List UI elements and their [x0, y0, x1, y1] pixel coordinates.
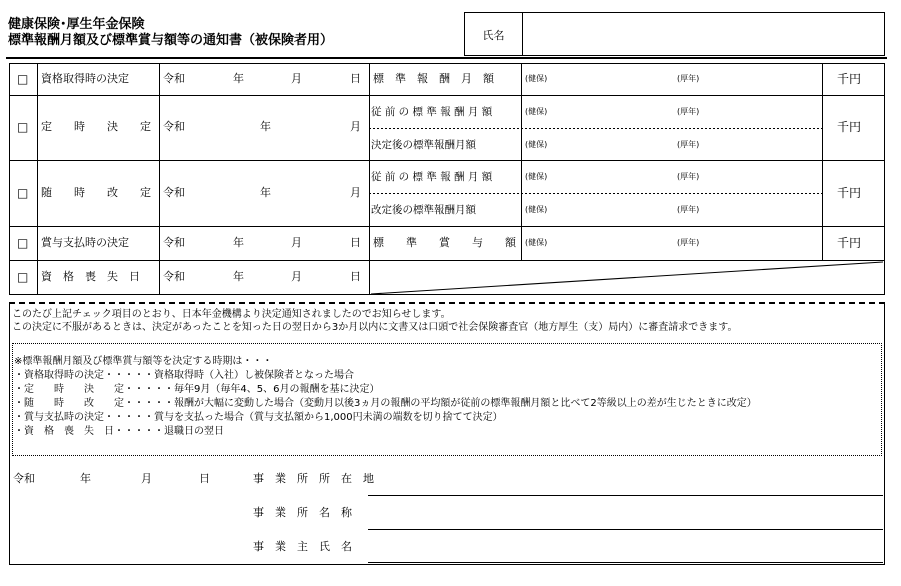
row-label-bonus: 賞与支払時の決定 [41, 236, 129, 249]
name-label: 氏名 [482, 29, 505, 42]
amount-label: 標 準 賞 与 額 [373, 236, 516, 249]
date-year: 年 [260, 120, 271, 133]
timing-heading: ※標準報酬月額及び標準賞与額等を決定する時期は・・・ [14, 356, 273, 367]
date-day: 日 [350, 270, 361, 283]
date-year: 年 [233, 72, 244, 85]
footer-era: 令和 [13, 472, 35, 485]
kenpo-label: (健保) [525, 205, 548, 214]
kounen-label: (厚年) [677, 205, 700, 214]
kounen-label: (厚年) [677, 172, 700, 181]
notice-line-2: この決定に不服があるときは、決定があったことを知った日の翌日から3か月以内に文書又は口頭で社会保険審査官（地方厚生（支）局内）に審査請求できます。 [12, 322, 738, 333]
timing-note-box [12, 343, 882, 456]
footer-day: 日 [199, 472, 210, 485]
title-line-2: 標準報酬月額及び標準賞与額等の通知書（被保険者用） [8, 33, 334, 48]
kounen-label: (厚年) [677, 140, 700, 149]
row-label-regular: 定 時 決 定 [41, 120, 151, 133]
kenpo-label: (健保) [525, 74, 548, 83]
kenpo-label: (健保) [525, 107, 548, 116]
date-era: 令和 [163, 186, 185, 199]
kounen-label: (厚年) [677, 74, 700, 83]
notice-line-1: このたび上記チェック項目のとおり、日本年金機構より決定通知されましたのでお知らせします。 [12, 309, 451, 320]
date-era: 令和 [163, 236, 185, 249]
owner-name-label: 事 業 主 氏 名 [253, 540, 352, 553]
timing-item: ・賞与支払時の決定・・・・・賞与を支払った場合（賞与支払額から1,000円未満の端数を切り捨てて決定） [14, 412, 503, 423]
name-box [464, 12, 885, 56]
amount-label: 従 前 の 標 準 報 酬 月 額 [371, 106, 493, 118]
timing-item: ・資 格 喪 失 日・・・・・退職日の翌日 [14, 426, 224, 437]
office-name-label: 事 業 所 名 称 [253, 506, 352, 519]
checkbox-loss[interactable]: □ [17, 270, 29, 284]
kenpo-label: (健保) [525, 238, 548, 247]
title-line-1: 健康保険･厚生年金保険 [8, 17, 145, 32]
footer-year: 年 [80, 472, 91, 485]
amount-label: 従 前 の 標 準 報 酬 月 額 [371, 171, 493, 183]
timing-item: ・資格取得時の決定・・・・・資格取得時（入社）し被保険者となった場合 [14, 370, 354, 381]
amount-label: 改定後の標準報酬月額 [371, 204, 476, 216]
date-month: 月 [291, 270, 302, 283]
office-address-label: 事 業 所 所 在 地 [253, 472, 374, 485]
kounen-label: (厚年) [677, 238, 700, 247]
unit-label: 千円 [837, 72, 862, 86]
row-label-revision: 随 時 改 定 [41, 186, 151, 199]
date-year: 年 [233, 236, 244, 249]
unit-label: 千円 [837, 236, 862, 250]
date-month: 月 [291, 236, 302, 249]
timing-item: ・随 時 改 定・・・・・報酬が大幅に変動した場合（変動月以後3ヵ月の報酬の平均額が従前の標準報酬月額と比べて2等級以上の差が生じたときに改定） [14, 398, 757, 409]
kenpo-label: (健保) [525, 140, 548, 149]
checkbox-revision[interactable]: □ [17, 186, 29, 200]
date-year: 年 [260, 186, 271, 199]
date-month: 月 [291, 72, 302, 85]
date-year: 年 [233, 270, 244, 283]
date-day: 日 [350, 72, 361, 85]
kenpo-label: (健保) [525, 172, 548, 181]
footer-month: 月 [141, 472, 152, 485]
date-month: 月 [350, 120, 361, 133]
checkbox-regular[interactable]: □ [17, 120, 29, 134]
office-name-field[interactable] [368, 529, 883, 530]
amount-label: 決定後の標準報酬月額 [371, 139, 476, 151]
decision-table [9, 63, 885, 295]
office-address-field[interactable] [368, 495, 883, 496]
checkbox-bonus[interactable]: □ [17, 236, 29, 250]
kounen-label: (厚年) [677, 107, 700, 116]
document-title [8, 17, 333, 49]
date-month: 月 [350, 186, 361, 199]
amount-label: 標 準 報 酬 月 額 [373, 72, 494, 85]
owner-name-field[interactable] [368, 562, 883, 563]
date-era: 令和 [163, 72, 185, 85]
unit-label: 千円 [837, 120, 862, 134]
row-label-acquisition: 資格取得時の決定 [41, 72, 129, 85]
date-era: 令和 [163, 270, 185, 283]
row-label-loss: 資 格 喪 失 日 [41, 270, 140, 283]
checkbox-acquisition[interactable]: □ [17, 72, 29, 86]
date-day: 日 [350, 236, 361, 249]
name-field[interactable] [523, 13, 884, 55]
unit-label: 千円 [837, 186, 862, 200]
timing-item: ・定 時 決 定・・・・・毎年9月（毎年4、5、6月の報酬を基に決定） [14, 384, 380, 395]
header-divider [6, 57, 887, 59]
date-era: 令和 [163, 120, 185, 133]
